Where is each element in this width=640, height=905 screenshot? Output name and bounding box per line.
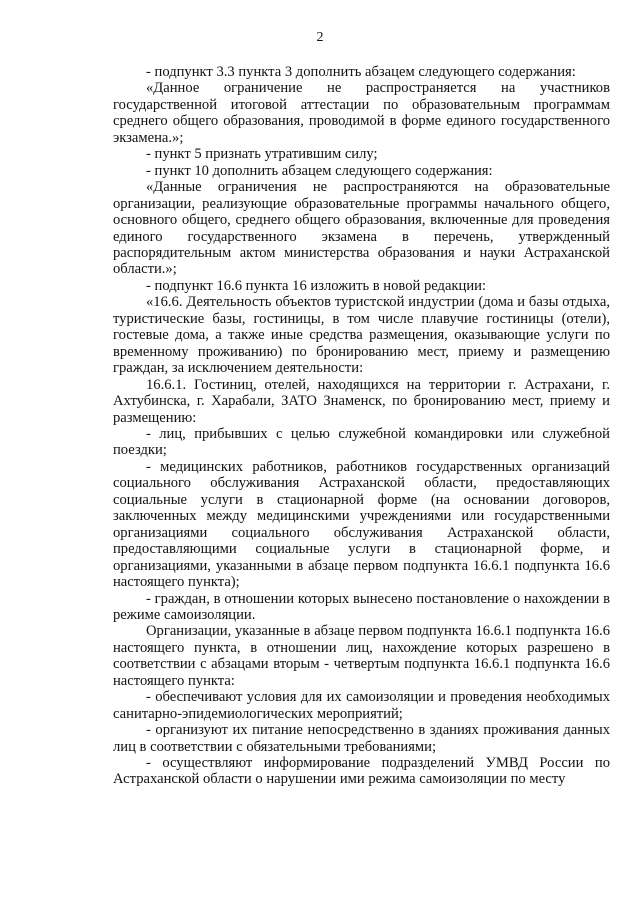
paragraph-amend-3-3: - подпункт 3.3 пункта 3 дополнить абзацем следующего содержания: xyxy=(146,64,576,80)
list-item-self-isolation: - граждан, в отношении которых вынесено постановление о нахождении в режиме самоизоляции. xyxy=(113,590,610,623)
paragraph-exam-exception: «Данное ограничение не распространяется на участников государственной итоговой аттестации по образовательным программам среднего общего образования, проводимой в форме единого государственного экзамена.»; xyxy=(113,80,610,146)
paragraph-16-6-1: 16.6.1. Гостиниц, отелей, находящихся на территории г. Астрахани, г. Ахтубинска, г. Харабали, ЗАТО Знаменск, по бронированию мест, приему и размещению: xyxy=(113,376,610,426)
paragraph-repeal-5: - пункт 5 признать утратившим силу; xyxy=(146,146,378,163)
page-number: 2 xyxy=(316,30,324,45)
paragraph-organizations: Организации, указанные в абзаце первом подпункта 16.6.1 подпункта 16.6 настоящего пункта, в отношении лиц, нахождение которых разрешено в соответствии с абзацами вторым - четвертым подпункта 16.6.1 подпункта 16.6 настоящего пункта: xyxy=(113,623,610,689)
list-item-medical-workers: - медицинских работников, работников государственных организаций социального обслуживания Астраханской области, предоставляющих социальные услуги в стационарной форме (на основании договоров, заключенных между медицинскими учреждениями или государственными организациями социального обслуживания Астраханской области, предоставляющими социальные услуги в стационарной форме, и организациями, указанными в абзаце первом подпункта 16.6.1 подпункта 16.6 настоящего пункта); xyxy=(113,458,610,591)
paragraph-16-6-text: «16.6. Деятельность объектов туристской индустрии (дома и базы отдыха, туристические базы, гостиницы, в том числе плавучие гостиницы (отели), гостевые дома, а также иные средства размещения, оказывающие услуги по временному проживанию) по бронированию мест, приему и размещению граждан, за исключением деятельности: xyxy=(113,294,610,377)
paragraph-amend-10: - пункт 10 дополнить абзацем следующего содержания: xyxy=(146,162,493,179)
list-item-organize-meals: - организуют их питание непосредственно в зданиях проживания данных лиц в соответствии с обязательными требованиями; xyxy=(113,722,610,755)
paragraph-schools-exception: «Данные ограничения не распространяются на образовательные организации, реализующие образовательные программы начального общего, основного общего, среднего общего образования, включенные для проведения единого государственного экзамена в перечень, утвержденный распорядительным актом министерства образования и науки Астраханской области.»; xyxy=(113,179,610,278)
document-body xyxy=(113,64,610,788)
paragraph-amend-16-6: - подпункт 16.6 пункта 16 изложить в новой редакции: xyxy=(146,277,487,294)
list-item-inform-police: - осуществляют информирование подразделений УМВД России по Астраханской области о нарушении ими режима самоизоляции по месту xyxy=(113,755,610,788)
list-item-business-trip: - лиц, прибывших с целью служебной командировки или служебной поездки; xyxy=(113,425,610,459)
list-item-provide-conditions: - обеспечивают условия для их самоизоляции и проведения необходимых санитарно-эпидемиологических мероприятий; xyxy=(113,689,610,722)
